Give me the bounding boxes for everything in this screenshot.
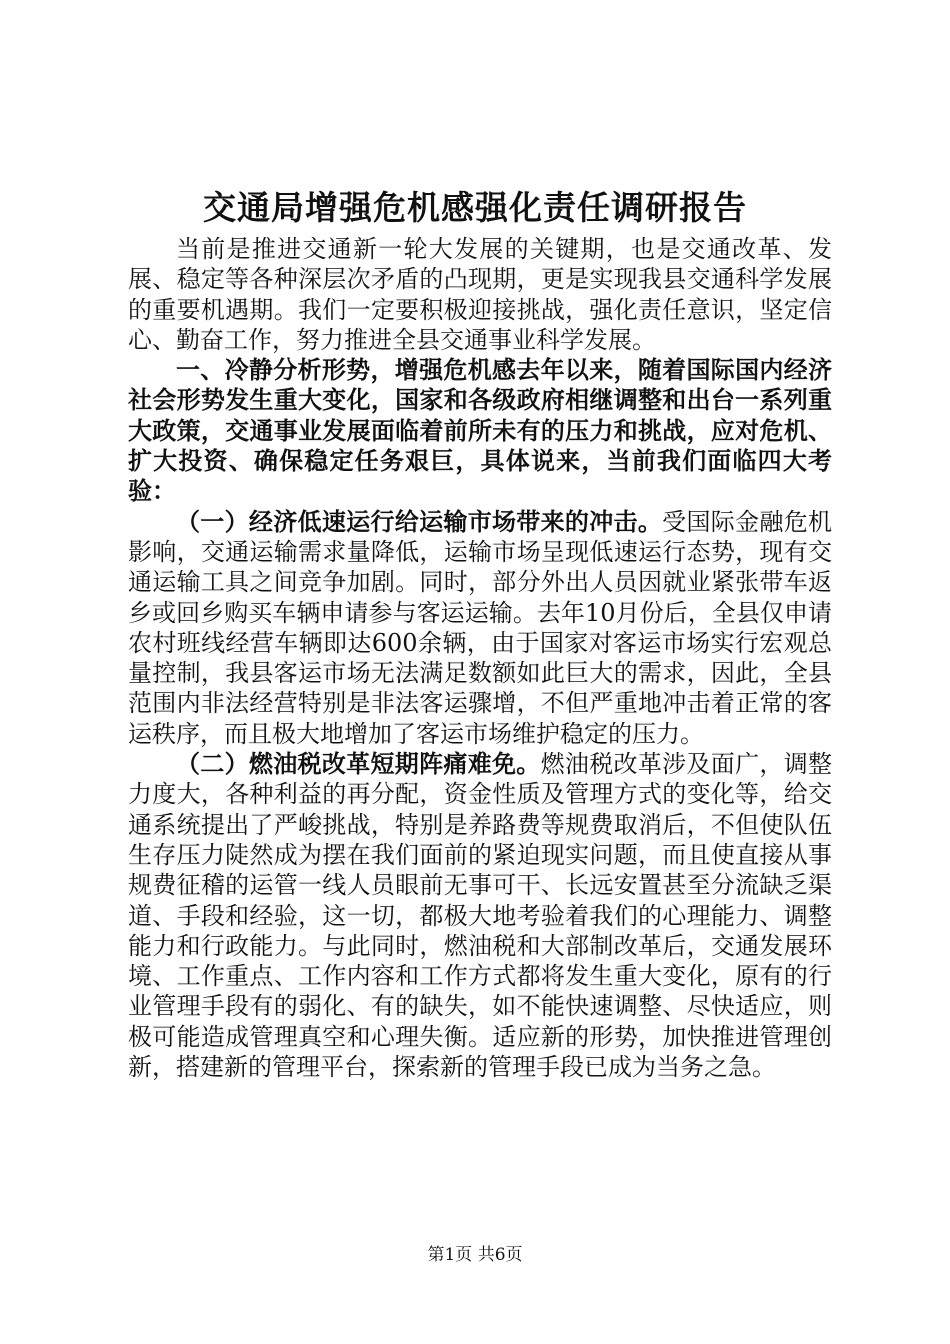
page-number: 第1页 共6页 <box>427 1245 523 1265</box>
document-body <box>128 234 832 1082</box>
subsection-heading: （二）燃油税改革短期阵痛难免。 <box>176 749 541 779</box>
paragraph-subsection-two <box>128 749 832 1082</box>
paragraph-text: 燃油税改革涉及面广，调整力度大，各种利益的再分配，资金性质及管理方式的变化等，给交通系统提出了严峻挑战，特别是养路费等规费取消后，不但使队伍生存压力陡然成为摆在我们面前的紧迫现实问题，而且使直接从事规费征稽的运管一线人员眼前无事可干、长远安置甚至分流缺乏渠道、手段和经验，这一切，都极大地考验着我们的心理能力、调整能力和行政能力。与此同时，燃油税和大部制改革后，交通发展环境、工作重点、工作内容和工作方式都将发生重大变化，原有的行业管理手段有的弱化、有的缺失，如不能快速调整、尽快适应，则极可能造成管理真空和心理失衡。适应新的形势，加快推进管理创新，搭建新的管理平台，探索新的管理手段已成为当务之急。 <box>128 750 833 1082</box>
paragraph-text: 当前是推进交通新一轮大发展的关键期，也是交通改革、发展、稳定等各种深层次矛盾的凸现期，更是实现我县交通科学发展的重要机遇期。我们一定要积极迎接挑战，强化责任意识，坚定信心、勤奋工作，努力推进全县交通事业科学发展。 <box>128 235 832 354</box>
paragraph-text: 受国际金融危机影响，交通运输需求量降低，运输市场呈现低速运行态势，现有交通运输工具之间竞争加剧。同时，部分外出人员因就业紧张带车返乡或回乡购买车辆申请参与客运运输。去年10月份后，全县仅申请农村班线经营车辆即达600余辆，由于国家对客运市场实行宏观总量控制，我县客运市场无法满足数额如此巨大的需求，因此，全县范围内非法经营特别是非法客运骤增，不但严重地冲击着正常的客运秩序，而且极大地增加了客运市场维护稳定的压力。 <box>128 507 833 748</box>
paragraph-subsection-one <box>128 507 832 749</box>
paragraph-section-one <box>128 355 832 506</box>
paragraph-intro <box>128 234 832 355</box>
document-title: 交通局增强危机感强化责任调研报告 <box>203 188 747 227</box>
subsection-heading: （一）经济低速运行给运输市场带来的冲击。 <box>176 506 663 536</box>
section-heading: 一、冷静分析形势，增强危机感去年以来，随着国际国内经济社会形势发生重大变化，国家和各级政府相继调整和出台一系列重大政策，交通事业发展面临着前所未有的压力和挑战，应对危机、扩大投资、确保稳定任务艰巨，具体说来，当前我们面临四大考验： <box>128 355 832 506</box>
